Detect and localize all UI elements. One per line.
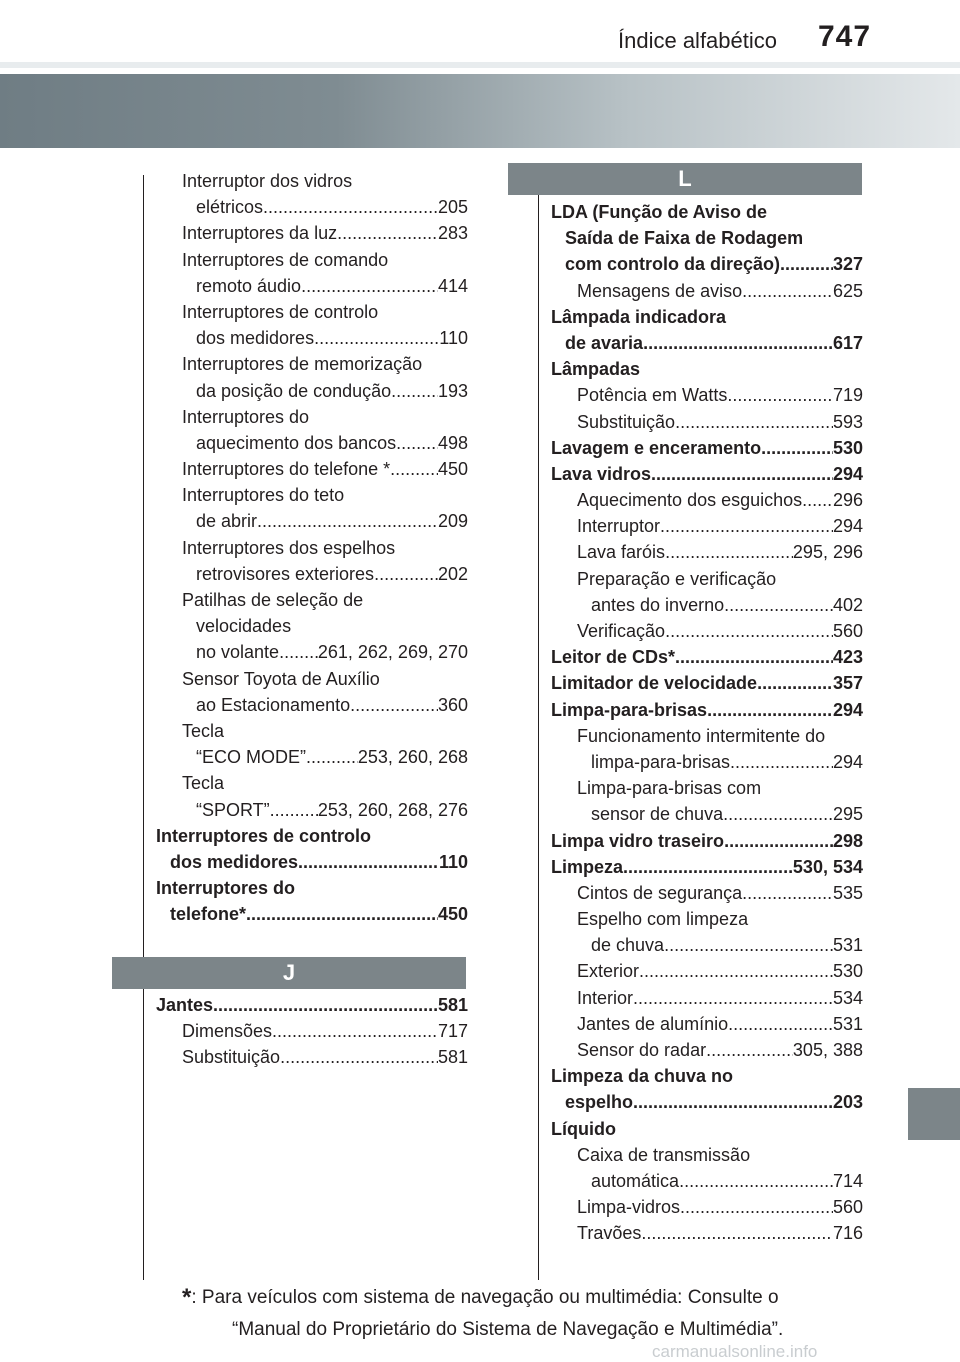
index-term: Sensor do radar [577,1040,707,1060]
left-index-column [156,168,468,927]
index-entry [156,561,468,587]
index-term: Interruptores da luz [182,223,338,244]
index-entry [551,958,863,984]
index-page-ref: 298 [832,830,863,851]
index-page-ref: 719 [832,385,863,406]
index-page-ref: 534 [832,987,863,1008]
index-entry [156,482,468,508]
index-page-ref: 261, 262, 269, 270 [317,642,468,663]
index-page-ref: 414 [437,275,468,296]
index-term: com controlo da direção) [565,254,781,275]
index-entry [551,1142,863,1168]
dot-leader [706,1037,793,1063]
index-term: Interior [577,987,634,1008]
index-page-ref: 357 [832,673,863,694]
index-entry [156,770,468,796]
index-entry [551,801,863,827]
index-entry [551,278,863,304]
dot-leader [723,801,833,827]
dot-leader [279,639,318,665]
page-number: 747 [818,20,872,53]
index-entry [551,356,863,382]
index-term: Lava vidros [551,463,652,484]
dot-leader [280,1044,438,1070]
index-entry [156,639,468,665]
index-page-ref: 294 [832,751,863,772]
dot-leader [680,1194,833,1220]
index-term: Limpa-vidros [577,1197,681,1218]
index-page-ref: 530, 534 [792,856,863,877]
index-entry [156,992,468,1018]
index-entry [551,1011,863,1037]
header-banner [0,74,960,148]
right-column-rule [538,175,539,1280]
index-entry [156,744,468,770]
index-term: Saída de Faixa de Rodagem [565,228,804,249]
index-entry [551,618,863,644]
index-term: Exterior [577,961,640,982]
index-term: Interruptor dos vidros [182,171,353,191]
index-term: de avaria [565,332,644,353]
index-term: Interruptores do [182,406,310,427]
index-page-ref: 530 [832,437,863,458]
dot-leader [742,880,833,906]
index-entry [156,666,468,692]
dot-leader [761,435,833,461]
dot-leader [306,744,358,770]
watermark: carmanualsonline.info [652,1342,818,1361]
index-term: remoto áudio [196,275,302,296]
index-entry [156,587,468,613]
index-entry [156,692,468,718]
index-entry [156,901,468,927]
index-entry [551,1037,863,1063]
index-page-ref: 530 [832,961,863,982]
index-entry [551,670,863,696]
index-entry [156,1018,468,1044]
dot-leader [272,1018,438,1044]
index-entry [551,566,863,592]
dot-leader [660,513,833,539]
dot-leader [633,985,833,1011]
page-header [0,0,960,62]
index-term: Lâmpadas [551,359,641,380]
footnote-text-1: : Para veículos com sistema de navegação ou multimédia: Consulte o [191,1287,779,1308]
index-term: “SPORT” [196,799,270,820]
index-term: antes do inverno [591,594,725,615]
index-entry [551,592,863,618]
index-entry [551,330,863,356]
index-page-ref: 593 [832,411,863,432]
index-entry [551,435,863,461]
index-entry [551,1116,863,1142]
index-entry [551,723,863,749]
index-entry [551,513,863,539]
index-term: Tecla [182,720,225,741]
index-entry [156,168,468,194]
dot-leader [633,1089,833,1115]
index-page-ref: 203 [832,1092,863,1113]
index-page-ref: 305, 388 [792,1040,863,1060]
dot-leader [679,1168,833,1194]
dot-leader [742,278,833,304]
dot-leader [724,828,833,854]
index-page-ref: 531 [832,935,863,956]
dot-leader [780,251,833,277]
index-page-ref: 717 [437,1021,468,1042]
dot-leader [665,618,833,644]
index-term: Limitador de velocidade [551,673,758,694]
index-entry [156,273,468,299]
index-term: “ECO MODE” [196,747,306,768]
index-term: Preparação e verificação [577,568,777,589]
index-entry [156,299,468,325]
index-entry [551,251,863,277]
index-entry [551,1194,863,1220]
index-term: Interruptores de controlo [182,301,379,322]
index-page-ref: 110 [438,851,468,872]
index-entry [156,613,468,639]
index-entry [156,875,468,901]
index-term: Interruptores do teto [182,485,345,506]
index-entry [156,378,468,404]
index-term: Substituição [182,1047,281,1068]
dot-leader [639,958,833,984]
index-entry [551,1168,863,1194]
index-entry [551,409,863,435]
index-term: Tecla [182,773,225,794]
index-entry [551,906,863,932]
index-term: Jantes de alumínio [577,1013,729,1034]
index-entry [156,718,468,744]
dot-leader [301,273,438,299]
index-term: Limpa-para-brisas [551,699,708,720]
dot-leader [802,487,833,513]
index-page-ref: 617 [832,332,863,353]
index-page-ref: 402 [832,594,863,615]
index-term: Lava faróis [577,542,666,563]
chapter-side-tab [908,1088,960,1140]
dot-leader [665,539,793,565]
index-entry [551,828,863,854]
index-entry [156,456,468,482]
index-entry [156,194,468,220]
index-term: limpa-para-brisas [591,751,731,772]
index-page-ref: 716 [832,1223,863,1244]
dot-leader [337,220,438,246]
index-page-ref: 498 [437,432,468,453]
dot-leader [724,592,833,618]
index-term: Interruptores de comando [182,249,389,270]
index-entry [156,823,468,849]
index-entry [156,404,468,430]
index-term: Interruptor [577,516,661,537]
index-term: espelho [565,1092,634,1113]
index-page-ref: 581 [437,1047,468,1068]
index-term: Verificação [577,621,666,641]
index-entry [156,535,468,561]
dot-leader [707,697,833,723]
index-term: ao Estacionamento [196,694,351,715]
index-entry [551,1220,863,1246]
index-term: Limpa-para-brisas com [577,778,762,799]
index-term: de chuva [591,935,665,956]
index-term: Mensagens de aviso [577,280,743,301]
index-term: Interruptores do telefone * [182,459,391,480]
index-entry [551,985,863,1011]
index-term: Interruptores do [156,878,296,899]
index-entry [551,1089,863,1115]
index-term: Potência em Watts [577,385,728,406]
index-term: Interruptores de memorização [182,354,423,375]
index-term: telefone* [170,904,247,925]
dot-leader [675,644,833,670]
index-term: Interruptores de controlo [156,825,372,846]
index-page-ref: 714 [832,1170,863,1191]
index-term: no volante [196,642,280,663]
dot-leader [263,194,438,220]
dot-leader [257,508,438,534]
index-term: Caixa de transmissão [577,1144,751,1165]
index-term: Jantes [156,995,214,1015]
index-term: velocidades [196,616,292,637]
dot-leader [664,932,833,958]
footnote-line-2: “Manual do Proprietário do Sistema de Navegação e Multimédia”. [232,1319,784,1340]
index-page-ref: 450 [437,459,468,480]
index-entry [551,382,863,408]
dot-leader [623,854,793,880]
index-term: dos medidores [170,851,299,872]
index-entry [551,461,863,487]
index-entry [551,644,863,670]
index-term: Cintos de segurança [577,882,743,903]
index-entry [551,932,863,958]
dot-leader [675,409,833,435]
index-term: automática [591,1170,680,1191]
index-term: LDA (Função de Aviso de [551,202,768,222]
dot-leader [374,561,438,587]
index-entry [156,220,468,246]
index-page-ref: 283 [437,223,468,244]
index-term: Interruptores dos espelhos [182,537,396,558]
index-entry [551,539,863,565]
index-page-ref: 296 [832,490,863,511]
section-l-entries [551,199,863,1247]
dot-leader [213,992,438,1018]
index-page-ref: 360 [437,694,468,715]
section-header-j: J [112,957,466,989]
dot-leader [730,749,833,775]
index-term: Patilhas de seleção de [182,590,364,610]
dot-leader [651,461,833,487]
index-term: Dimensões [182,1021,273,1042]
index-term: Lavagem e enceramento [551,437,762,458]
index-page-ref: 193 [437,380,468,401]
index-page-ref: 295, 296 [792,542,863,563]
section-j-entries [156,992,468,1071]
dot-leader [298,849,439,875]
index-term: Funcionamento intermitente do [577,725,826,746]
index-term: Limpeza da chuva no [551,1066,734,1087]
section-header-l: L [508,163,862,195]
index-term: Limpeza [551,856,624,877]
index-entry [551,880,863,906]
index-entry [156,849,468,875]
index-page-ref: 253, 260, 268, 276 [317,799,468,820]
index-entry [551,199,863,225]
index-term: Aquecimento dos esguichos [577,490,803,511]
index-page-ref: 205 [437,197,468,218]
index-term: sensor de chuva [591,804,724,825]
index-page-ref: 294 [832,516,863,537]
header-divider [0,62,960,68]
page-section-title: Índice alfabético [618,28,777,53]
index-page-ref: 625 [832,280,863,301]
index-term: aquecimento dos bancos [196,432,397,453]
index-entry [551,487,863,513]
index-page-ref: 581 [437,995,468,1015]
index-page-ref: 295 [832,804,863,825]
left-column-rule [143,175,144,1280]
index-page-ref: 531 [832,1013,863,1034]
index-page-ref: 450 [437,904,468,925]
index-entry [156,430,468,456]
index-page-ref: 209 [437,511,468,532]
index-page-ref: 560 [832,1197,863,1218]
index-entry [551,775,863,801]
index-term: Espelho com limpeza [577,909,749,930]
index-term: elétricos [196,197,264,218]
index-term: Travões [577,1223,642,1244]
index-term: Limpa vidro traseiro [551,830,725,851]
index-entry [551,1063,863,1089]
index-entry [156,1044,468,1070]
index-page-ref: 202 [437,563,468,584]
dot-leader [728,1011,833,1037]
index-entry [551,697,863,723]
index-page-ref: 253, 260, 268 [357,747,468,768]
index-entry [156,797,468,823]
index-entry [156,508,468,534]
index-term: da posição de condução [196,380,392,401]
index-term: Lâmpada indicadora [551,306,727,327]
index-entry [156,325,468,351]
index-page-ref: 110 [439,328,468,349]
index-page-ref: 294 [832,463,863,484]
index-entry [156,351,468,377]
dot-leader [314,325,439,351]
index-page-ref: 423 [832,647,863,668]
index-entry [551,225,863,251]
dot-leader [643,330,833,356]
index-page-ref: 535 [832,882,863,903]
dot-leader [641,1220,833,1246]
index-term: dos medidores [196,328,315,349]
index-term: retrovisores exteriores [196,563,375,584]
index-term: Substituição [577,411,676,432]
dot-leader [270,797,318,823]
index-page-ref: 294 [832,699,863,720]
index-term: de abrir [196,511,258,532]
index-entry [551,304,863,330]
dot-leader [350,692,438,718]
index-term: Sensor Toyota de Auxílio [182,668,380,689]
index-term: Leitor de CDs* [551,647,676,668]
index-page-ref: 327 [832,254,863,275]
index-entry [551,854,863,880]
index-term: Líquido [551,1118,616,1139]
index-entry [551,749,863,775]
dot-leader [391,378,438,404]
dot-leader [246,901,438,927]
footnote-star: * [182,1284,192,1311]
dot-leader [757,670,833,696]
dot-leader [727,382,833,408]
footnote-line-1 [182,1283,779,1313]
index-page-ref: 560 [832,621,863,641]
dot-leader [390,456,438,482]
index-entry [156,247,468,273]
dot-leader [396,430,438,456]
